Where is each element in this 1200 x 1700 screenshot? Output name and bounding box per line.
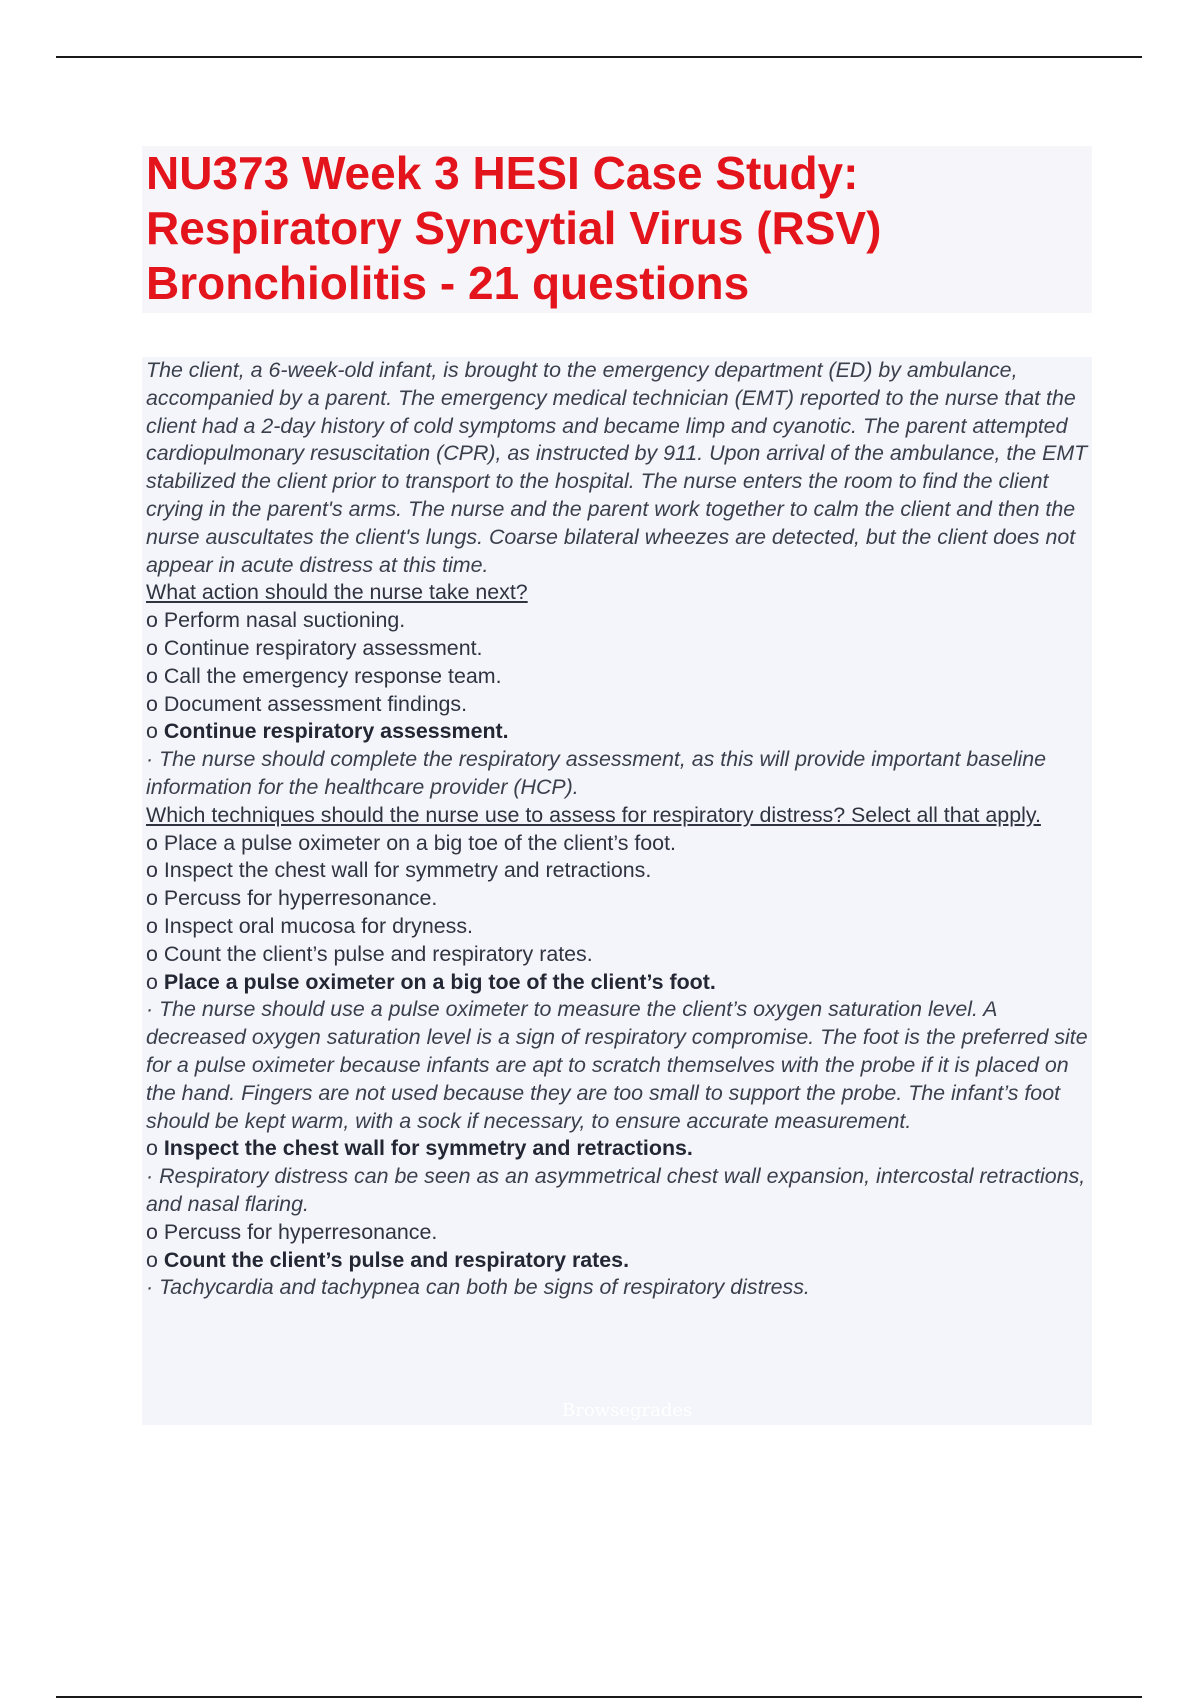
bullet: o (146, 635, 158, 660)
q1-answer: o Continue respiratory assessment. (146, 719, 509, 744)
title-block (142, 146, 1092, 313)
q2-answer: o Count the client’s pulse and respiratory rates. (146, 1247, 630, 1272)
bullet: o (146, 608, 158, 633)
watermark: Browsegrades (562, 1400, 693, 1421)
bullet: o (146, 1219, 158, 1244)
bullet: o (146, 913, 158, 938)
q1-option: o Call the emergency response team. (146, 663, 502, 688)
q2-rationale: · Respiratory distress can be seen as an asymmetrical chest wall expansion, intercostal retractions, and nasal flaring. (146, 1164, 1086, 1216)
bullet: o (146, 969, 158, 994)
q2-answer: o Inspect the chest wall for symmetry and retractions. (146, 1136, 693, 1161)
bullet: o (146, 886, 158, 911)
title-line-2: Respiratory Syncytial Virus (RSV) (146, 202, 882, 254)
bottom-rule (56, 1696, 1142, 1698)
q2-option: o Count the client’s pulse and respiratory rates. (146, 941, 593, 966)
bullet: o (146, 830, 158, 855)
q2-option: o Inspect the chest wall for symmetry and retractions. (146, 858, 652, 883)
question-1: What action should the nurse take next? (146, 580, 528, 605)
bullet: o (146, 941, 158, 966)
question-2: Which techniques should the nurse use to assess for respiratory distress? Select all that apply. (146, 802, 1041, 827)
case-scenario: The client, a 6-week-old infant, is brought to the emergency department (ED) by ambulance, accompanied by a parent. The emergency medical technician (EMT) reported to the nurse that the client had a 2-day history of cold symptoms and became limp and cyanotic. The parent attempted cardiopulmonary resuscitation (CPR), as instructed by 911. Upon arrival of the ambulance, the EMT stabilized the client prior to transport to the hospital. The nurse enters the room to find the client crying in the parent's arms. The nurse and the parent work together to calm the client and then the nurse auscultates the client's lungs. Coarse bilateral wheezes are detected, but the client does not appear in acute distress at this time. (146, 358, 1088, 577)
q2-option: o Percuss for hyperresonance. (146, 886, 438, 911)
bullet: o (146, 858, 158, 883)
q2-option: o Place a pulse oximeter on a big toe of the client’s foot. (146, 830, 676, 855)
q1-option: o Continue respiratory assessment. (146, 635, 483, 660)
bullet: o (146, 1136, 158, 1161)
q2-answer: o Place a pulse oximeter on a big toe of the client’s foot. (146, 969, 716, 994)
q2-rationale: · The nurse should use a pulse oximeter to measure the client’s oxygen saturation level. A decreased oxygen saturation level is a sign of respiratory compromise. The foot is the preferred site for a pulse oximeter because infants are apt to scratch themselves with the probe if it is placed on the hand. Fingers are not used because they are too small to support the probe. The infant’s foot should be kept warm, with a sock if necessary, to ensure accurate measurement. (146, 997, 1088, 1133)
q2-rationale: · Tachycardia and tachypnea can both be signs of respiratory distress. (146, 1275, 810, 1300)
title-line-1: NU373 Week 3 HESI Case Study: (146, 147, 859, 199)
q1-option: o Document assessment findings. (146, 691, 468, 716)
q1-rationale: · The nurse should complete the respiratory assessment, as this will provide important baseline information for the healthcare provider (HCP). (146, 747, 1047, 799)
bullet: o (146, 663, 158, 688)
case-content (142, 357, 1092, 1425)
bullet: o (146, 691, 158, 716)
bullet: o (146, 719, 158, 744)
top-rule (56, 56, 1142, 58)
bullet: o (146, 1247, 158, 1272)
title-line-3: Bronchiolitis - 21 questions (146, 257, 750, 309)
q1-option: o Perform nasal suctioning. (146, 608, 406, 633)
q2-option: o Inspect oral mucosa for dryness. (146, 913, 473, 938)
q2-option: o Percuss for hyperresonance. (146, 1219, 438, 1244)
